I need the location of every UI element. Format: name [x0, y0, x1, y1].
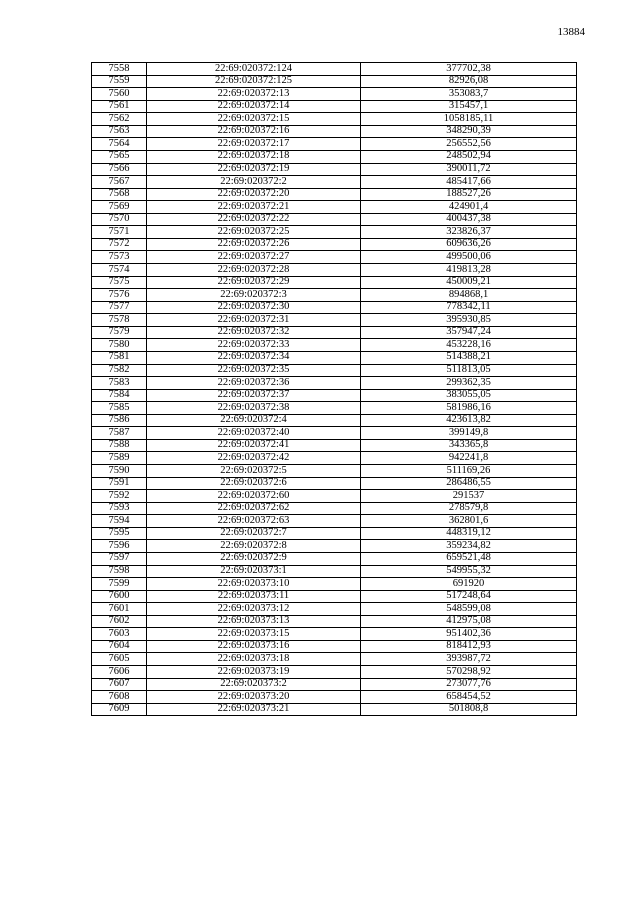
- table-row: [92, 314, 577, 327]
- value-cell: 383055,05: [361, 389, 577, 402]
- cadastral-number-cell: 22:69:020372:19: [147, 163, 361, 176]
- cadastral-number-cell: 22:69:020372:9: [147, 552, 361, 565]
- row-number-cell: 7598: [92, 565, 147, 578]
- cadastral-number-cell: 22:69:020372:40: [147, 427, 361, 440]
- cadastral-number-cell: 22:69:020372:29: [147, 276, 361, 289]
- value-cell: 256552,56: [361, 138, 577, 151]
- row-number-cell: 7588: [92, 439, 147, 452]
- row-number-cell: 7587: [92, 427, 147, 440]
- table-row: [92, 113, 577, 126]
- cadastral-number-cell: 22:69:020373:21: [147, 703, 361, 716]
- value-cell: 570298,92: [361, 666, 577, 679]
- row-number-cell: 7585: [92, 402, 147, 415]
- table-row: [92, 691, 577, 704]
- value-cell: 323826,37: [361, 226, 577, 239]
- cadastral-number-cell: 22:69:020373:19: [147, 666, 361, 679]
- table-row: [92, 565, 577, 578]
- row-number-cell: 7572: [92, 238, 147, 251]
- row-number-cell: 7609: [92, 703, 147, 716]
- row-number-cell: 7601: [92, 603, 147, 616]
- row-number-cell: 7558: [92, 63, 147, 76]
- row-number-cell: 7581: [92, 351, 147, 364]
- row-number-cell: 7584: [92, 389, 147, 402]
- row-number-cell: 7592: [92, 490, 147, 503]
- row-number-cell: 7583: [92, 377, 147, 390]
- cadastral-number-cell: 22:69:020372:22: [147, 213, 361, 226]
- row-number-cell: 7570: [92, 213, 147, 226]
- cadastral-number-cell: 22:69:020372:5: [147, 465, 361, 478]
- cadastral-number-cell: 22:69:020372:20: [147, 188, 361, 201]
- cadastral-number-cell: 22:69:020372:6: [147, 477, 361, 490]
- value-cell: 424901,4: [361, 201, 577, 214]
- value-cell: 362801,6: [361, 515, 577, 528]
- value-cell: 248502,94: [361, 150, 577, 163]
- cadastral-number-cell: 22:69:020372:42: [147, 452, 361, 465]
- table-row: [92, 351, 577, 364]
- value-cell: 393987,72: [361, 653, 577, 666]
- value-cell: 291537: [361, 490, 577, 503]
- table-row: [92, 301, 577, 314]
- cadastral-number-cell: 22:69:020372:16: [147, 125, 361, 138]
- table-row: [92, 490, 577, 503]
- row-number-cell: 7604: [92, 640, 147, 653]
- cadastral-number-cell: 22:69:020373:18: [147, 653, 361, 666]
- cadastral-number-cell: 22:69:020372:2: [147, 176, 361, 189]
- table-row: [92, 339, 577, 352]
- value-cell: 299362,35: [361, 377, 577, 390]
- table-row: [92, 201, 577, 214]
- value-cell: 778342,11: [361, 301, 577, 314]
- row-number-cell: 7594: [92, 515, 147, 528]
- table-row: [92, 213, 577, 226]
- value-cell: 501808,8: [361, 703, 577, 716]
- cadastral-number-cell: 22:69:020372:124: [147, 63, 361, 76]
- row-number-cell: 7590: [92, 465, 147, 478]
- cadastral-number-cell: 22:69:020373:11: [147, 590, 361, 603]
- table-row: [92, 377, 577, 390]
- value-cell: 390011,72: [361, 163, 577, 176]
- row-number-cell: 7600: [92, 590, 147, 603]
- cadastral-number-cell: 22:69:020373:13: [147, 615, 361, 628]
- value-cell: 511813,05: [361, 364, 577, 377]
- value-cell: 691920: [361, 578, 577, 591]
- value-cell: 82926,08: [361, 75, 577, 88]
- table-row: [92, 125, 577, 138]
- value-cell: 448319,12: [361, 527, 577, 540]
- row-number-cell: 7577: [92, 301, 147, 314]
- cadastral-number-cell: 22:69:020372:38: [147, 402, 361, 415]
- table-row: [92, 289, 577, 302]
- cadastral-number-cell: 22:69:020372:3: [147, 289, 361, 302]
- cadastral-number-cell: 22:69:020372:27: [147, 251, 361, 264]
- table-row: [92, 515, 577, 528]
- row-number-cell: 7603: [92, 628, 147, 641]
- value-cell: 278579,8: [361, 502, 577, 515]
- value-cell: 273077,76: [361, 678, 577, 691]
- cadastral-number-cell: 22:69:020372:60: [147, 490, 361, 503]
- table-row: [92, 653, 577, 666]
- value-cell: 549955,32: [361, 565, 577, 578]
- table-row: [92, 326, 577, 339]
- cadastral-number-cell: 22:69:020372:25: [147, 226, 361, 239]
- cadastral-number-cell: 22:69:020372:125: [147, 75, 361, 88]
- value-cell: 659521,48: [361, 552, 577, 565]
- row-number-cell: 7608: [92, 691, 147, 704]
- value-cell: 499500,06: [361, 251, 577, 264]
- cadastral-number-cell: 22:69:020373:16: [147, 640, 361, 653]
- cadastral-number-cell: 22:69:020372:34: [147, 351, 361, 364]
- row-number-cell: 7563: [92, 125, 147, 138]
- table-row: [92, 138, 577, 151]
- table-row: [92, 527, 577, 540]
- cadastral-number-cell: 22:69:020372:14: [147, 100, 361, 113]
- table-row: [92, 502, 577, 515]
- table-row: [92, 452, 577, 465]
- row-number-cell: 7567: [92, 176, 147, 189]
- cadastral-number-cell: 22:69:020372:41: [147, 439, 361, 452]
- value-cell: 514388,21: [361, 351, 577, 364]
- row-number-cell: 7565: [92, 150, 147, 163]
- cadastral-number-cell: 22:69:020372:63: [147, 515, 361, 528]
- table-row: [92, 264, 577, 277]
- value-cell: 188527,26: [361, 188, 577, 201]
- cadastral-number-cell: 22:69:020373:12: [147, 603, 361, 616]
- row-number-cell: 7575: [92, 276, 147, 289]
- value-cell: 343365,8: [361, 439, 577, 452]
- cadastral-number-cell: 22:69:020372:62: [147, 502, 361, 515]
- cadastral-number-cell: 22:69:020372:4: [147, 414, 361, 427]
- table-row: [92, 427, 577, 440]
- value-cell: 658454,52: [361, 691, 577, 704]
- data-table: [91, 62, 577, 716]
- value-cell: 315457,1: [361, 100, 577, 113]
- cadastral-number-cell: 22:69:020372:15: [147, 113, 361, 126]
- cadastral-number-cell: 22:69:020373:20: [147, 691, 361, 704]
- row-number-cell: 7573: [92, 251, 147, 264]
- cadastral-number-cell: 22:69:020373:10: [147, 578, 361, 591]
- table-row: [92, 63, 577, 76]
- cadastral-number-cell: 22:69:020372:36: [147, 377, 361, 390]
- value-cell: 581986,16: [361, 402, 577, 415]
- table-row: [92, 615, 577, 628]
- row-number-cell: 7571: [92, 226, 147, 239]
- cadastral-number-cell: 22:69:020372:26: [147, 238, 361, 251]
- value-cell: 348290,39: [361, 125, 577, 138]
- table-row: [92, 414, 577, 427]
- value-cell: 609636,26: [361, 238, 577, 251]
- value-cell: 412975,08: [361, 615, 577, 628]
- value-cell: 450009,21: [361, 276, 577, 289]
- table-row: [92, 640, 577, 653]
- cadastral-number-cell: 22:69:020372:37: [147, 389, 361, 402]
- table-row: [92, 603, 577, 616]
- value-cell: 548599,08: [361, 603, 577, 616]
- value-cell: 357947,24: [361, 326, 577, 339]
- table-row: [92, 100, 577, 113]
- row-number-cell: 7561: [92, 100, 147, 113]
- value-cell: 453228,16: [361, 339, 577, 352]
- value-cell: 517248,64: [361, 590, 577, 603]
- cadastral-number-cell: 22:69:020372:31: [147, 314, 361, 327]
- page-number: 13884: [557, 26, 585, 38]
- cadastral-number-cell: 22:69:020372:8: [147, 540, 361, 553]
- table-row: [92, 703, 577, 716]
- row-number-cell: 7579: [92, 326, 147, 339]
- row-number-cell: 7596: [92, 540, 147, 553]
- cadastral-number-cell: 22:69:020372:13: [147, 88, 361, 101]
- table-row: [92, 590, 577, 603]
- table-row: [92, 389, 577, 402]
- value-cell: 423613,82: [361, 414, 577, 427]
- cadastral-number-cell: 22:69:020373:15: [147, 628, 361, 641]
- row-number-cell: 7576: [92, 289, 147, 302]
- value-cell: 395930,85: [361, 314, 577, 327]
- table-row: [92, 276, 577, 289]
- value-cell: 942241,8: [361, 452, 577, 465]
- table-row: [92, 188, 577, 201]
- row-number-cell: 7599: [92, 578, 147, 591]
- table-row: [92, 552, 577, 565]
- value-cell: 511169,26: [361, 465, 577, 478]
- value-cell: 951402,36: [361, 628, 577, 641]
- row-number-cell: 7586: [92, 414, 147, 427]
- cadastral-number-cell: 22:69:020373:1: [147, 565, 361, 578]
- table-row: [92, 75, 577, 88]
- row-number-cell: 7606: [92, 666, 147, 679]
- table-row: [92, 402, 577, 415]
- table-row: [92, 540, 577, 553]
- table-row: [92, 150, 577, 163]
- value-cell: 399149,8: [361, 427, 577, 440]
- value-cell: 818412,93: [361, 640, 577, 653]
- cadastral-number-cell: 22:69:020373:2: [147, 678, 361, 691]
- row-number-cell: 7580: [92, 339, 147, 352]
- row-number-cell: 7568: [92, 188, 147, 201]
- row-number-cell: 7593: [92, 502, 147, 515]
- table-row: [92, 251, 577, 264]
- value-cell: 353083,7: [361, 88, 577, 101]
- table-row: [92, 163, 577, 176]
- table-row: [92, 477, 577, 490]
- row-number-cell: 7564: [92, 138, 147, 151]
- value-cell: 485417,66: [361, 176, 577, 189]
- row-number-cell: 7559: [92, 75, 147, 88]
- table-body: [92, 63, 577, 716]
- table-row: [92, 628, 577, 641]
- value-cell: 400437,38: [361, 213, 577, 226]
- table-row: [92, 176, 577, 189]
- cadastral-number-cell: 22:69:020372:7: [147, 527, 361, 540]
- table-row: [92, 439, 577, 452]
- row-number-cell: 7582: [92, 364, 147, 377]
- table-row: [92, 578, 577, 591]
- value-cell: 359234,82: [361, 540, 577, 553]
- cadastral-number-cell: 22:69:020372:28: [147, 264, 361, 277]
- row-number-cell: 7602: [92, 615, 147, 628]
- row-number-cell: 7595: [92, 527, 147, 540]
- row-number-cell: 7569: [92, 201, 147, 214]
- value-cell: 377702,38: [361, 63, 577, 76]
- cadastral-number-cell: 22:69:020372:30: [147, 301, 361, 314]
- row-number-cell: 7605: [92, 653, 147, 666]
- row-number-cell: 7562: [92, 113, 147, 126]
- row-number-cell: 7566: [92, 163, 147, 176]
- row-number-cell: 7607: [92, 678, 147, 691]
- table-row: [92, 364, 577, 377]
- cadastral-number-cell: 22:69:020372:35: [147, 364, 361, 377]
- value-cell: 1058185,11: [361, 113, 577, 126]
- table-row: [92, 678, 577, 691]
- row-number-cell: 7574: [92, 264, 147, 277]
- cadastral-number-cell: 22:69:020372:18: [147, 150, 361, 163]
- row-number-cell: 7589: [92, 452, 147, 465]
- table-row: [92, 666, 577, 679]
- table-row: [92, 88, 577, 101]
- table-row: [92, 465, 577, 478]
- cadastral-number-cell: 22:69:020372:21: [147, 201, 361, 214]
- row-number-cell: 7560: [92, 88, 147, 101]
- cadastral-number-cell: 22:69:020372:32: [147, 326, 361, 339]
- value-cell: 894868,1: [361, 289, 577, 302]
- table-row: [92, 238, 577, 251]
- cadastral-number-cell: 22:69:020372:33: [147, 339, 361, 352]
- row-number-cell: 7591: [92, 477, 147, 490]
- row-number-cell: 7578: [92, 314, 147, 327]
- value-cell: 419813,28: [361, 264, 577, 277]
- cadastral-number-cell: 22:69:020372:17: [147, 138, 361, 151]
- row-number-cell: 7597: [92, 552, 147, 565]
- value-cell: 286486,55: [361, 477, 577, 490]
- table-row: [92, 226, 577, 239]
